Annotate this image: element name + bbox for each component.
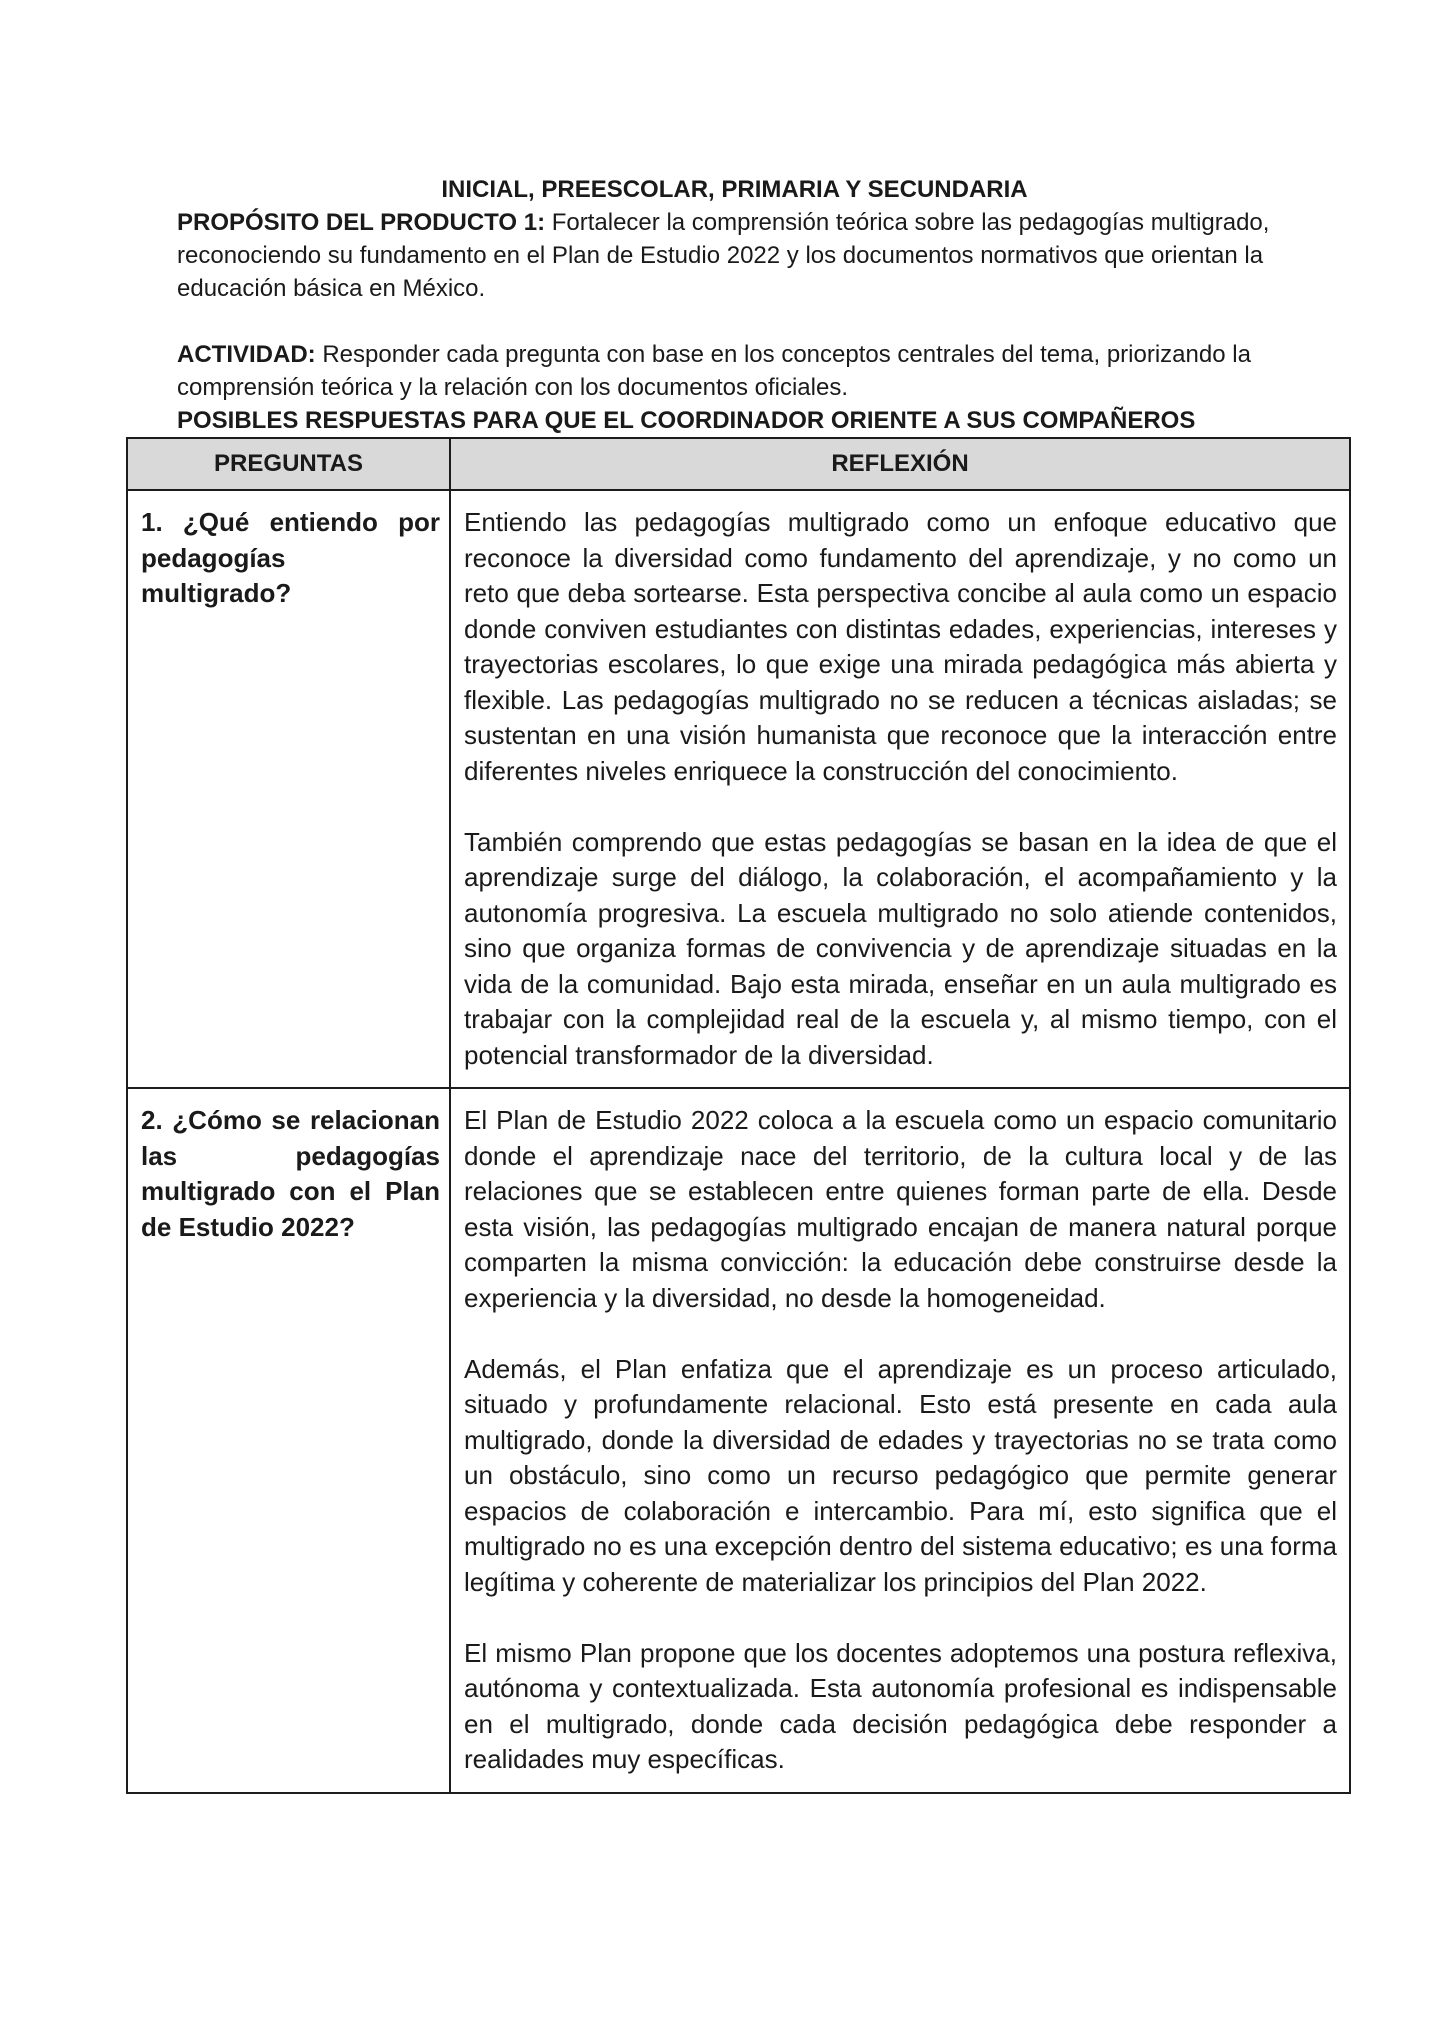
purpose-label: PROPÓSITO DEL PRODUCTO 1:: [177, 209, 546, 236]
reflection-paragraph: También comprendo que estas pedagogías se basan en la idea de que el aprendizaje surge del diálogo, la colaboración, el acompañamiento y la autonomía progresiva. La escuela multigrado no solo atiende contenidos, sino que organiza formas de convivencia y de aprendizaje situadas en la vida de la comunidad. Bajo esta mirada, enseñar en un aula multigrado es trabajar con la complejidad real de la escuela y, al mismo tiempo, con el potencial transformador de la diversidad.: [464, 826, 1337, 1070]
header-questions: PREGUNTAS: [127, 438, 450, 490]
reflection-paragraph: El mismo Plan propone que los docentes adoptemos una postura reflexiva, autónoma y contextualizada. Esta autonomía profesional es indispensable en el multigrado, donde cada decisión pedagógica debe responder a realidades muy específicas.: [464, 1637, 1337, 1774]
table-row: [127, 1088, 1350, 1793]
question-text: 2. ¿Cómo se relacionan las pedagogías multigrado con el Plan de Estudio 2022?: [141, 1105, 440, 1242]
table-row: [127, 490, 1350, 1088]
intro-block: [177, 173, 1292, 437]
purpose-paragraph: [177, 206, 1292, 305]
reflection-paragraph: El Plan de Estudio 2022 coloca a la escuela como un espacio comunitario donde el aprendizaje nace del territorio, de la cultura local y de las relaciones que se establecen entre quienes forman parte de ella. Desde esta visión, las pedagogías multigrado encajan de manera natural porque comparten la misma convicción: la educación debe construirse desde la experiencia y la diversidad, no desde la homogeneidad.: [464, 1105, 1337, 1313]
question-text: 1. ¿Qué entiendo por pedagogías multigrado?: [141, 507, 440, 608]
activity-text: Responder cada pregunta con base en los conceptos centrales del tema, priorizando la comprensión teórica y la relación con los documentos oficiales.: [177, 341, 1251, 401]
answers-heading: POSIBLES RESPUESTAS PARA QUE EL COORDINADOR ORIENTE A SUS COMPAÑEROS: [177, 407, 1196, 434]
reflection-cell: [450, 1088, 1350, 1793]
question-cell: [127, 490, 450, 1088]
table-header-row: [127, 438, 1350, 490]
header-reflection: REFLEXIÓN: [450, 438, 1350, 490]
reflection-cell: [450, 490, 1350, 1088]
reflection-paragraph: Además, el Plan enfatiza que el aprendizaje es un proceso articulado, situado y profundamente relacional. Esto está presente en cada aula multigrado, donde la diversidad de edades y trayectorias no se trata como un obstáculo, sino como un recurso pedagógico que permite generar espacios de colaboración e intercambio. Para mí, esto significa que el multigrado no es una excepción dentro del sistema educativo; es una forma legítima y coherente de materializar los principios del Plan 2022.: [464, 1353, 1337, 1597]
purpose-text: Fortalecer la comprensión teórica sobre las pedagogías multigrado, reconociendo su fundamento en el Plan de Estudio 2022 y los documentos normativos que orientan la educación básica en México.: [177, 209, 1270, 302]
activity-label: ACTIVIDAD:: [177, 341, 316, 368]
reflection-paragraph: Entiendo las pedagogías multigrado como un enfoque educativo que reconoce la diversidad como fundamento del aprendizaje, y no como un reto que deba sortearse. Esta perspectiva concibe al aula como un espacio donde conviven estudiantes con distintas edades, experiencias, intereses y trayectorias escolares, lo que exige una mirada pedagógica más abierta y flexible. Las pedagogías multigrado no se reducen a técnicas aisladas; se sustentan en una visión humanista que reconoce que la interacción entre diferentes niveles enriquece la construcción del conocimiento.: [464, 507, 1337, 786]
activity-paragraph: [177, 338, 1292, 404]
question-cell: [127, 1088, 450, 1793]
questions-table: [126, 437, 1351, 1794]
document-title: INICIAL, PREESCOLAR, PRIMARIA Y SECUNDARIA: [441, 176, 1028, 203]
